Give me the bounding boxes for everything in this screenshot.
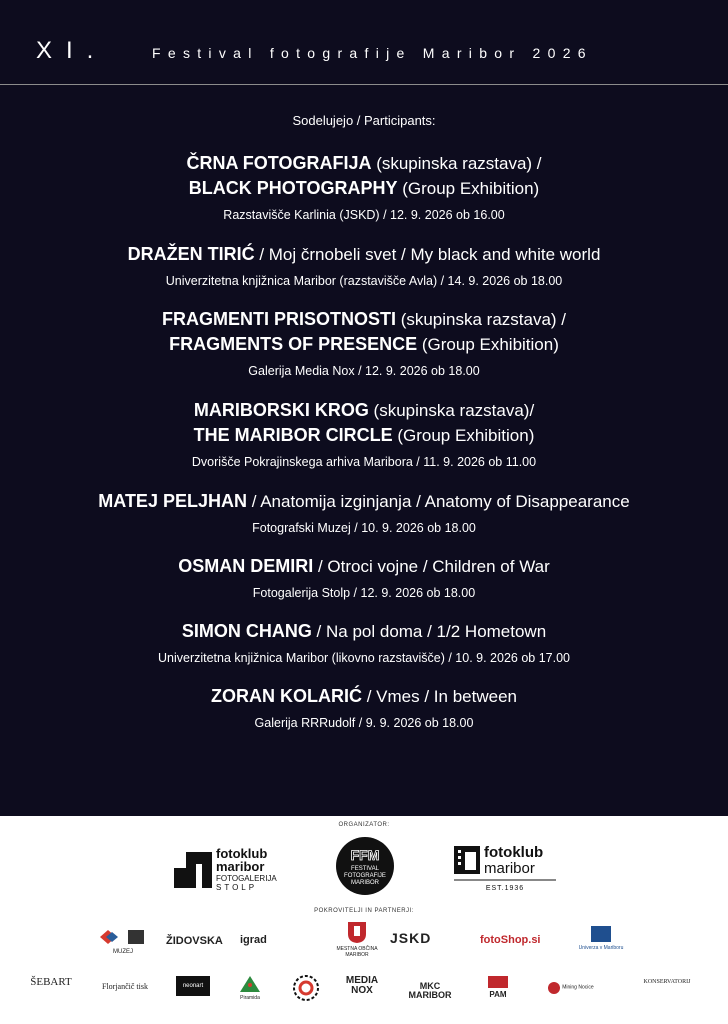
stolp-logo-line3: FOTOGALERIJA: [216, 874, 277, 883]
partner-mkc: MKC MARIBOR: [408, 981, 452, 1000]
ffm-logo-line1: FESTIVAL: [351, 866, 379, 872]
partners-label: POKROVITELJI IN PARTNERJI:: [314, 908, 414, 914]
partner-muzej-graphic: [98, 928, 148, 946]
stolp-logo-line1: fotoklub: [216, 846, 268, 861]
entry-title: MATEJ PELJHAN / Anatomija izginjanja / Anatomy of Disappearance: [98, 491, 630, 511]
partner-igrad: igrad: [240, 934, 267, 946]
ffm-logo-line3: MARIBOR: [350, 880, 380, 886]
entry-title: MARIBORSKI KROG (skupinska razstava)/: [193, 400, 535, 420]
partner-logo: [96, 982, 154, 991]
partner-logo: [390, 930, 470, 946]
ffm-logo-mark: FFM: [350, 847, 380, 863]
partner-mob: MESTNA OBČINA MARIBOR: [336, 946, 378, 958]
entry-title: DRAŽEN TIRIĆ / Moj črnobeli svet / My black and white world: [127, 244, 601, 264]
partner-logo: [478, 976, 518, 999]
entry-venue: Fotografski Muzej / 10. 9. 2026 ob 18.00: [252, 521, 476, 535]
partner-zidovska: ŽIDOVSKA: [166, 935, 223, 947]
exhibition-entry: [0, 307, 728, 380]
ffm-logo-graphic: [335, 836, 395, 896]
exhibition-list: [0, 151, 728, 749]
exhibition-entry: [0, 489, 728, 537]
exhibition-entry: [0, 619, 728, 667]
partner-konservatorij: KONSERVATORIJ: [643, 979, 691, 985]
circle-partner-icon: [292, 974, 320, 1002]
fotoklub-logo: [452, 840, 560, 892]
stolp-logo-line4: STOLP: [216, 883, 258, 892]
entry-title: FRAGMENTI PRISOTNOSTI (skupinska razstava) /: [161, 309, 567, 329]
partner-logo: [636, 976, 698, 987]
entry-subtitle: BLACK PHOTOGRAPHY (Group Exhibition): [188, 178, 540, 198]
entry-venue: Galerija RRRudolf / 9. 9. 2026 ob 18.00: [254, 716, 474, 730]
entry-venue: Fotogalerija Stolp / 12. 9. 2026 ob 18.00: [252, 586, 476, 600]
stolp-logo-line2: maribor: [216, 859, 265, 874]
entry-title: SIMON CHANG / Na pol doma / 1/2 Hometown: [181, 621, 547, 641]
fotoklub-logo-line2: maribor: [484, 860, 535, 877]
header: [0, 0, 728, 84]
partner-jskd: JSKD: [390, 930, 432, 946]
partner-florjancic: Florjančič tisk: [102, 982, 148, 991]
pam-logo-icon: [488, 976, 508, 988]
partner-pam: PAM: [489, 990, 507, 999]
mob-crest-icon: [346, 920, 368, 944]
piramida-tree-icon: [240, 976, 260, 992]
edition-number: XI.: [36, 37, 108, 64]
partner-medianox: MEDIA NOX: [345, 975, 379, 996]
header-divider: [0, 84, 728, 85]
partner-piramida: Piramida: [240, 995, 260, 1001]
partner-logo: [26, 978, 76, 987]
partner-logo: [240, 936, 320, 945]
partner-logo: [548, 982, 608, 994]
fotoklub-logo-line1: fotoklub: [484, 844, 544, 861]
partner-neonart: neonart: [182, 983, 204, 989]
sponsors-panel: [0, 816, 728, 1024]
partner-logo: [566, 926, 636, 953]
participants-label: Sodelujejo / Participants:: [292, 113, 436, 128]
entry-venue: Razstavišče Karlinia (JSKD) / 12. 9. 2026 ob 16.00: [223, 208, 505, 222]
fotoklub-logo-est: EST.1936: [485, 885, 525, 892]
entry-venue: Galerija Media Nox / 12. 9. 2026 ob 18.00: [248, 364, 480, 378]
ffm-logo-line2: FOTOGRAFIJE: [344, 873, 386, 879]
partner-logo: [166, 928, 223, 947]
partner-mining: Mining Nocice: [562, 984, 594, 991]
exhibition-entry: [0, 554, 728, 602]
entry-title: OSMAN DEMIRI / Otroci vojne / Children of War: [178, 556, 550, 576]
partner-sebart: ŠEBART: [30, 976, 72, 988]
ffm-logo: [335, 836, 395, 896]
mining-logo-icon: [548, 982, 560, 994]
partner-logo: [290, 974, 322, 1004]
exhibition-entry: [0, 398, 728, 471]
stolp-logo: [172, 844, 284, 892]
entry-venue: Univerzitetna knjižnica Maribor (razstavišče Avla) / 14. 9. 2026 ob 18.00: [165, 274, 563, 288]
partner-logo: [98, 928, 148, 957]
univerza-crest-icon: [591, 926, 611, 942]
festival-title: Festival fotografije Maribor 2026: [152, 45, 593, 61]
exhibition-entry: [0, 684, 728, 732]
partner-logo: [480, 936, 550, 945]
entry-venue: Univerzitetna knjižnica Maribor (likovno razstavišče) / 10. 9. 2026 ob 17.00: [157, 651, 570, 665]
partner-muzej: MUZEJ: [113, 949, 133, 955]
partner-univerza: Univerza v Mariboru: [578, 945, 624, 951]
entry-title: ZORAN KOLARIĆ / Vmes / In between: [211, 686, 517, 706]
entry-subtitle: FRAGMENTS OF PRESENCE (Group Exhibition): [169, 334, 559, 354]
entry-subtitle: THE MARIBOR CIRCLE (Group Exhibition): [193, 425, 535, 445]
partner-fotoshop: fotoShop.si: [480, 934, 541, 946]
partner-logo: [232, 976, 268, 1003]
partner-logo: [342, 976, 382, 996]
partner-logo: [402, 982, 458, 1000]
exhibition-entry: [0, 151, 728, 224]
partner-logo: [332, 920, 382, 958]
stolp-logo-graphic: [172, 844, 284, 892]
organizer-label: ORGANIZATOR:: [338, 822, 390, 828]
fotoklub-logo-graphic: [452, 840, 560, 892]
entry-venue: Dvorišče Pokrajinskega arhiva Maribora / 11. 9. 2026 ob 11.00: [191, 455, 537, 469]
partner-logo: [176, 976, 210, 996]
exhibition-entry: [0, 242, 728, 290]
entry-title: ČRNA FOTOGRAFIJA (skupinska razstava) /: [186, 153, 542, 173]
